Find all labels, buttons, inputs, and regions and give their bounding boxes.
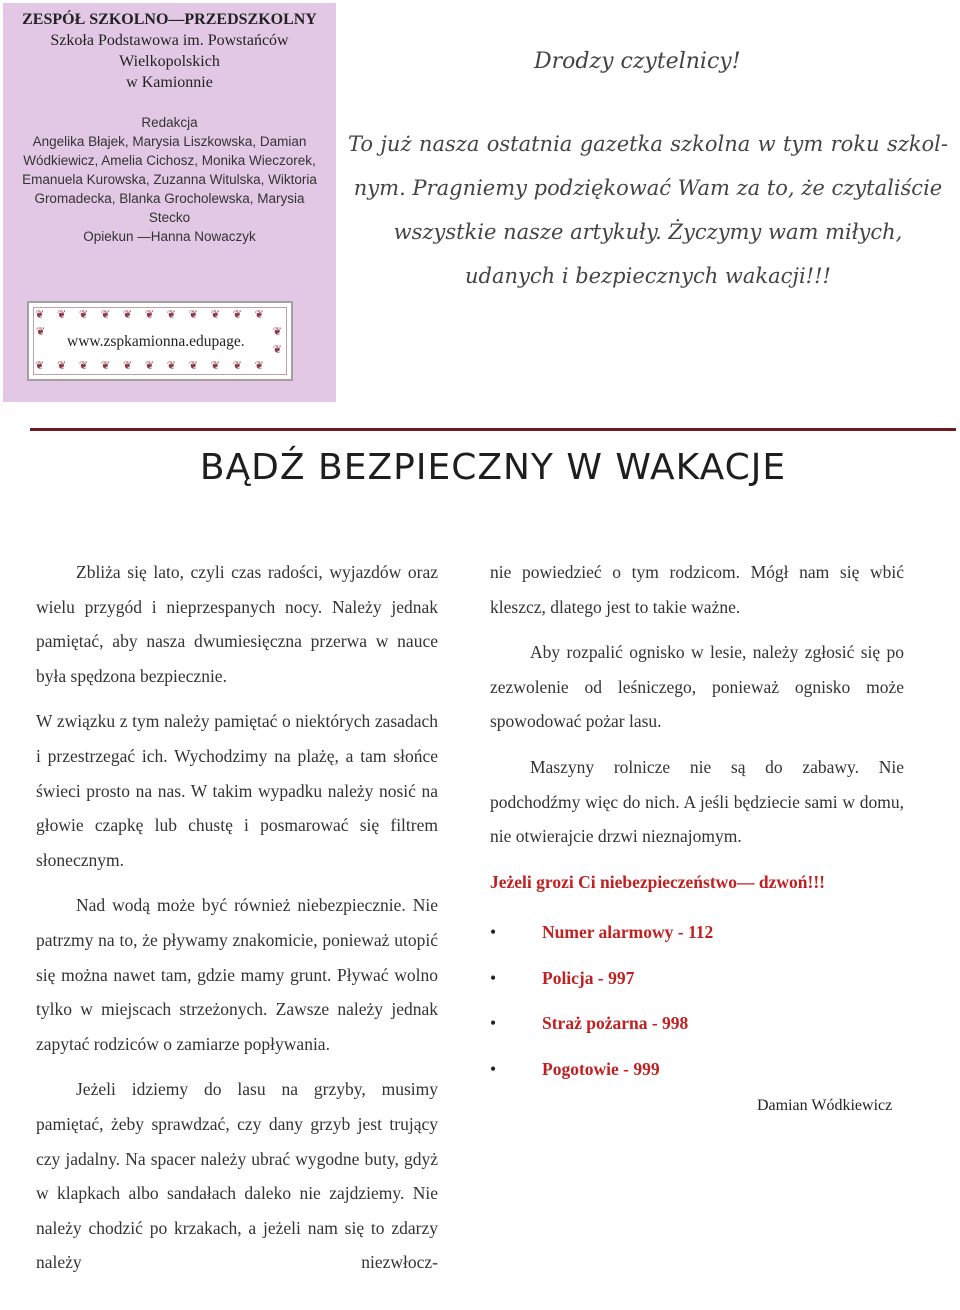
greeting-line-2: nym. Pragniemy podziękować Wam za to, że czytaliście [353,176,943,200]
ornament-icon: ❦ ❦ ❦ ❦ ❦ ❦ ❦ ❦ ❦ ❦ ❦ [35,309,269,321]
greeting-block [348,40,948,298]
editorial-members: Angelika Błajek, Marysia Liszkowska, Damian Wódkiewicz, Amelia Cichosz, Monika Wieczorek, Emanuela Kurowska, Zuzanna Witulska, Wiktoria Gromadecka, Blanka Grocholewska, Marysia Stecko [22,134,317,225]
school-line-2: Szkoła Podstawowa im. Powstańców [50,32,289,49]
ornament-icon: ❦ [272,344,287,356]
article-author: Damian Wódkiewicz [757,1097,893,1114]
school-line-1: ZESPÓŁ SZKOLNO—PRZEDSZKOLNY [22,11,317,28]
paragraph: Zbliża się lato, czyli czas radości, wyjazdów oraz wielu przygód i nieprzespanych nocy. Należy jednak pamiętać, aby nasza dwumiesięczna przerwa w nauce była spędzona bezpiecznie. [36,562,438,686]
editorial-advisor: Opiekun —Hanna Nowaczyk [83,229,256,244]
website-link[interactable]: www.zspkamionna.edupage. [67,333,245,350]
emergency-number-item: • Straż pożarna - 998 [490,1001,904,1047]
paragraph: nie powiedzieć o tym rodzicom. Mógł nam się wbić kleszcz, dlatego jest to takie ważne. [490,562,904,617]
article-column-left [36,555,438,1291]
greeting-line-1: To już nasza ostatnia gazetka szkolna w tym roku szkol- [348,132,948,156]
editorial-team [17,113,322,246]
school-name [3,9,336,93]
greeting-line-3: wszystkie nasze artykuły. Życzymy wam miłych, [393,220,903,244]
website-frame [27,301,293,381]
paragraph: Nad wodą może być również niebezpiecznie. Nie patrzmy na to, że pływamy znakomicie, ponieważ utopić się można nawet tam, gdzie mamy grunt. Pływać wolno tylko w miejscach strzeżonych. Zawsze należy jednak zapytać rodziców o zamiarze popływania. [36,895,438,1054]
emergency-number-item: • Numer alarmowy - 112 [490,910,904,956]
section-divider [30,428,956,431]
emergency-number-item: • Pogotowie - 999 [490,1047,904,1093]
masthead-sidebar [3,3,336,402]
article-column-right [490,555,904,1092]
greeting-line-4: udanych i bezpiecznych wakacji!!! [465,264,831,288]
ornament-icon: ❦ ❦ ❦ ❦ ❦ ❦ ❦ ❦ ❦ ❦ ❦ [35,360,269,372]
ornament-icon: ❦ [36,326,51,338]
ornament-icon: ❦ [272,326,287,338]
article-title: BĄDŹ BEZPIECZNY W WAKACJE [199,447,787,488]
emergency-numbers-list [490,910,904,1092]
paragraph: Aby rozpalić ognisko w lesie, należy zgłosić się po zezwolenie od leśniczego, ponieważ ognisko może spowodować pożar lasu. [490,642,904,732]
emergency-number-item: • Policja - 997 [490,956,904,1002]
paragraph: Maszyny rolnicze nie są do zabawy. Nie podchodźmy więc do nich. A jeśli będziecie sami w domu, nie otwierajcie drzwi nieznajomym. [490,756,904,847]
editorial-heading: Redakcja [141,115,198,130]
paragraph: Jeżeli idziemy do lasu na grzyby, musimy pamiętać, żeby sprawdzać, czy dany grzyb jest trujący czy jadalny. Na spacer należy ubrać wygodne buty, gdyż w klapkach albo sandałach daleko nie zajdziemy. Nie należy chodzić po krzakach, a jeżeli nam się to zdarzy należy niezwłocz- [36,1079,438,1273]
emergency-heading: Jeżeli grozi Ci niebezpieczeństwo— dzwoń!!! [490,871,826,892]
school-line-4: w Kamionnie [126,74,213,91]
greeting-heading: Drodzy czytelnicy! [534,49,741,74]
paragraph: W związku z tym należy pamiętać o niektórych zasadach i przestrzegać ich. Wychodzimy na plażę, a tam słońce świeci prosto na nas. W takim wypadku należy nosić na głowie czapkę lub chustę i posmarować się filtrem słonecznym. [36,711,438,870]
school-line-3: Wielkopolskich [119,53,220,70]
